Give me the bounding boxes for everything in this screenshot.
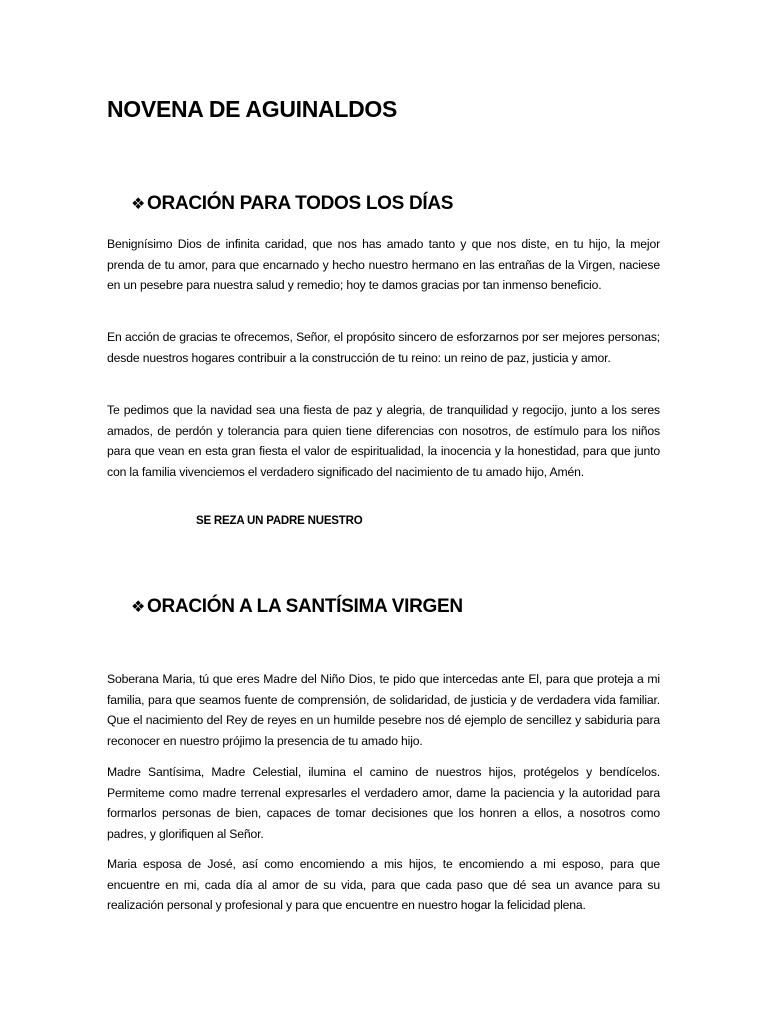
- diamond-bullet-icon: ❖: [131, 196, 146, 213]
- section-heading-text: ORACIÓN A LA SANTÍSIMA VIRGEN: [147, 596, 463, 617]
- paragraph: En acción de gracias te ofrecemos, Señor, el propósito sincero de esforzarnos por ser mejores personas; desde nuestros hogares contribuir a la construcción de tu reino: un reino de paz, justicia y amor.: [107, 330, 660, 365]
- paragraph: Te pedimos que la navidad sea una fiesta de paz y alegria, de tranquilidad y regocijo, junto a los seres amados, de perdón y tolerancia para quien tiene diferencias con nosotros, de estímulo para los niños para que vean en esta gran fiesta el valor de espiritualidad, la inocencia y la honestidad, para que junto con la familia vivenciemos el verdadero significado del nacimiento de tu amado hijo, Amén.: [107, 403, 660, 479]
- paragraph: Madre Santísima, Madre Celestial, ilumina el camino de nuestros hijos, protégelos y bendícelos. Permiteme como madre terrenal expresarles el verdadero amor, dame la paciencia y la autoridad para formarlos personas de bien, capaces de tomar decisiones que los honren a ellos, a nosotros como padres, y glorifiquen al Señor.: [107, 765, 660, 841]
- section-heading-text: ORACIÓN PARA TODOS LOS DÍAS: [147, 193, 454, 214]
- paragraph: Maria esposa de José, así como encomiendo a mis hijos, te encomiendo a mi esposo, para que encuentre en mi, cada día al amor de su vida, para que cada paso que dé sea un avance para su realización personal y profesional y para que encuentre en nuestro hogar la felicidad plena.: [107, 857, 660, 913]
- prayer-instruction: SE REZA UN PADRE NUESTRO: [196, 515, 363, 527]
- section-heading-daily-prayer: [131, 193, 453, 215]
- diamond-bullet-icon: ❖: [131, 599, 146, 616]
- paragraph: Soberana Maria, tú que eres Madre del Niño Dios, te pido que intercedas ante El, para que proteja a mi familia, para que seamos fuente de comprensión, de solidaridad, de justicia y de verdadera vida familiar. Que el nacimiento del Rey de reyes en un humilde pesebre nos dé ejemplo de sencillez y sabiduria para reconocer en nuestro prójimo la presencia de tu amado hijo.: [107, 672, 660, 748]
- paragraph: Benignísimo Dios de infinita caridad, que nos has amado tanto y que nos diste, en tu hijo, la mejor prenda de tu amor, para que encarnado y hecho nuestro hermano en las entrañas de la Virgen, naciese en un pesebre para nuestra salud y remedio; hoy te damos gracias por tan inmenso beneficio.: [107, 237, 660, 293]
- section-heading-virgin-prayer: [131, 596, 463, 618]
- document-title: NOVENA DE AGUINALDOS: [107, 96, 398, 122]
